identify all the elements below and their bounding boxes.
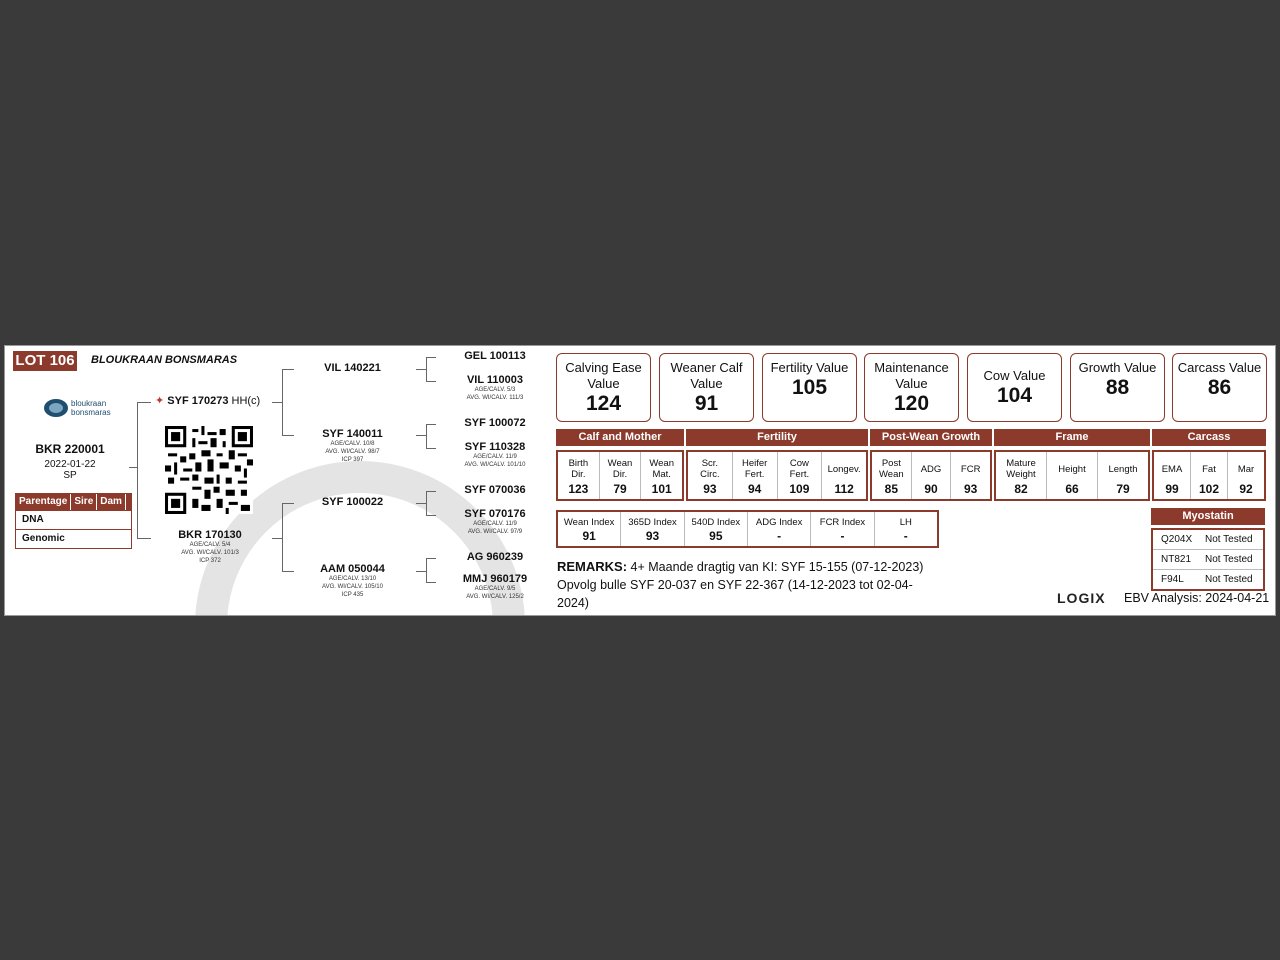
pedigree-gen3-1: GEL 100113 (464, 350, 526, 362)
pedigree-gen3-6: SYF 070176 AGE/CALV. 11/9 AVG. WI/CALV. 97/9 (464, 508, 526, 535)
pedigree-gen3-8: MMJ 960179 AGE/CALV. 9/5 AVG. WI/CALV. 125/2 (462, 573, 528, 600)
value-carcass: Carcass Value 86 (1172, 353, 1267, 422)
parentage-header: Parentage (16, 494, 71, 510)
sire-logo-icon: ✦ (155, 395, 165, 407)
ebv-mature-weight: Mature Weight 82 (996, 452, 1047, 499)
ebv-cow-fert: Cow Fert. 109 (778, 452, 823, 499)
sire-header: Sire (71, 494, 97, 510)
group-header-fertility: Fertility (686, 429, 868, 446)
myostatin-row: NT821 Not Tested (1153, 549, 1263, 569)
animal-id: BKR 220001 (35, 442, 105, 456)
group-calf-mother (556, 450, 684, 501)
ebv-wean-mat: Wean Mat. 101 (649, 458, 674, 496)
group-post-wean (870, 450, 992, 501)
group-header-carcass: Carcass (1152, 429, 1266, 446)
ebv-height: Height 66 (1047, 452, 1098, 499)
logo-text: bloukraan bonsmaras (71, 399, 111, 417)
ebv-ema: EMA 99 (1154, 452, 1191, 499)
remarks-label: REMARKS: (557, 559, 628, 574)
sire (155, 394, 260, 407)
animal-info (25, 442, 115, 481)
value-fertility: Fertility Value 105 (762, 353, 857, 422)
pedigree-gen3-2: VIL 110003 AGE/CALV. 5/3 AVG. WI/CALV. 111/3 (466, 374, 524, 401)
lot-card (4, 345, 1276, 616)
value-growth: Growth Value 88 (1070, 353, 1165, 422)
dam-header: Dam (97, 494, 126, 510)
remarks-text: 4+ Maande dragtig van KI: SYF 15-155 (07-12-2023) Opvolg bulle SYF 20-037 en SYF 22-367 (14-12-2023 tot 02-04-2024) (557, 560, 924, 610)
group-header-frame: Frame (994, 429, 1150, 446)
pedigree-sire-dam: SYF 140011 AGE/CALV. 10/8 AVG. WI/CALV. 98/7 ICP 397 (322, 428, 383, 463)
brand-name: BLOUKRAAN BONSMARAS (91, 354, 238, 366)
lot-badge: LOT 106 (13, 351, 77, 371)
index-table (556, 510, 939, 548)
myostatin-header: Myostatin (1151, 508, 1265, 525)
group-carcass (1152, 450, 1266, 501)
group-header-calf-mother: Calf and Mother (556, 429, 684, 446)
myostatin-row: Q204X Not Tested (1161, 534, 1253, 545)
bloukraan-logo-icon (43, 396, 69, 418)
index-fcr: FCR Index - (811, 512, 874, 546)
ebv-wean-dir: Wean Dir. 79 (600, 452, 642, 499)
myostatin-row: F94L Not Tested (1153, 569, 1263, 589)
value-cow: Cow Value 104 (967, 353, 1062, 422)
animal-type: SP (63, 470, 77, 481)
group-frame (994, 450, 1150, 501)
pedigree-gen3-5: SYF 070036 (464, 484, 526, 496)
myostatin-table (1151, 528, 1265, 591)
index-adg: ADG Index - (748, 512, 811, 546)
index-wean: Wean Index 91 (558, 512, 621, 546)
pedigree-dam-sire: SYF 100022 (321, 496, 384, 508)
value-weaner-calf: Weaner Calf Value 91 (659, 353, 754, 422)
dam: BKR 170130 AGE/CALV. 5/4 AVG. WI/CALV. 101/3 ICP 372 (165, 529, 255, 565)
ebv-fcr: FCR 93 (960, 464, 981, 496)
value-maintenance: Maintenance Value 120 (864, 353, 959, 422)
logix-logo: LOGIX (1057, 590, 1106, 606)
ebv-mar: Mar 92 (1237, 464, 1255, 496)
ebv-scr-circ: Scr. Circ. 93 (688, 452, 733, 499)
sire-id: SYF 170273 (167, 395, 229, 407)
qr-code-icon (165, 426, 253, 514)
index-365d: 365D Index 93 (621, 512, 684, 546)
pedigree-dam-dam: AAM 050044 AGE/CALV. 13/10 AVG. WI/CALV. 105/10 ICP 435 (320, 563, 385, 598)
pedigree-gen3-3: SYF 100072 (464, 417, 526, 429)
animal-dob: 2022-01-22 (44, 459, 96, 470)
remarks (557, 558, 927, 612)
pedigree-gen3-4: SYF 110328 AGE/CALV. 11/9 AVG. WI/CALV. 101/10 (464, 441, 526, 468)
group-header-post-wean: Post-Wean Growth (870, 429, 992, 446)
sire-suffix: HH(c) (231, 395, 261, 407)
pedigree-sire-sire: VIL 140221 (324, 362, 381, 374)
index-540d: 540D Index 95 (685, 512, 748, 546)
ebv-heifer-fert: Heifer Fert. 94 (733, 452, 778, 499)
dam-id: BKR 170130 (178, 529, 242, 541)
ebv-analysis-date: EBV Analysis: 2024-04-21 (1124, 591, 1270, 605)
ebv-fat: Fat 102 (1191, 452, 1228, 499)
ebv-adg: ADG 90 (912, 452, 952, 499)
pedigree-gen3-7: AG 960239 (466, 551, 524, 563)
index-lh: LH - (899, 517, 912, 543)
parentage-dna: DNA (16, 510, 131, 529)
ebv-length: Length 79 (1108, 464, 1138, 496)
ebv-longev: Longev. 112 (827, 464, 861, 496)
parentage-table (15, 493, 132, 549)
ebv-birth-dir: Birth Dir. 123 (558, 452, 600, 499)
parentage-genomic: Genomic (16, 529, 131, 548)
value-calving-ease: Calving Ease Value 124 (556, 353, 651, 422)
ebv-post-wean: Post Wean 85 (872, 452, 912, 499)
group-fertility (686, 450, 868, 501)
